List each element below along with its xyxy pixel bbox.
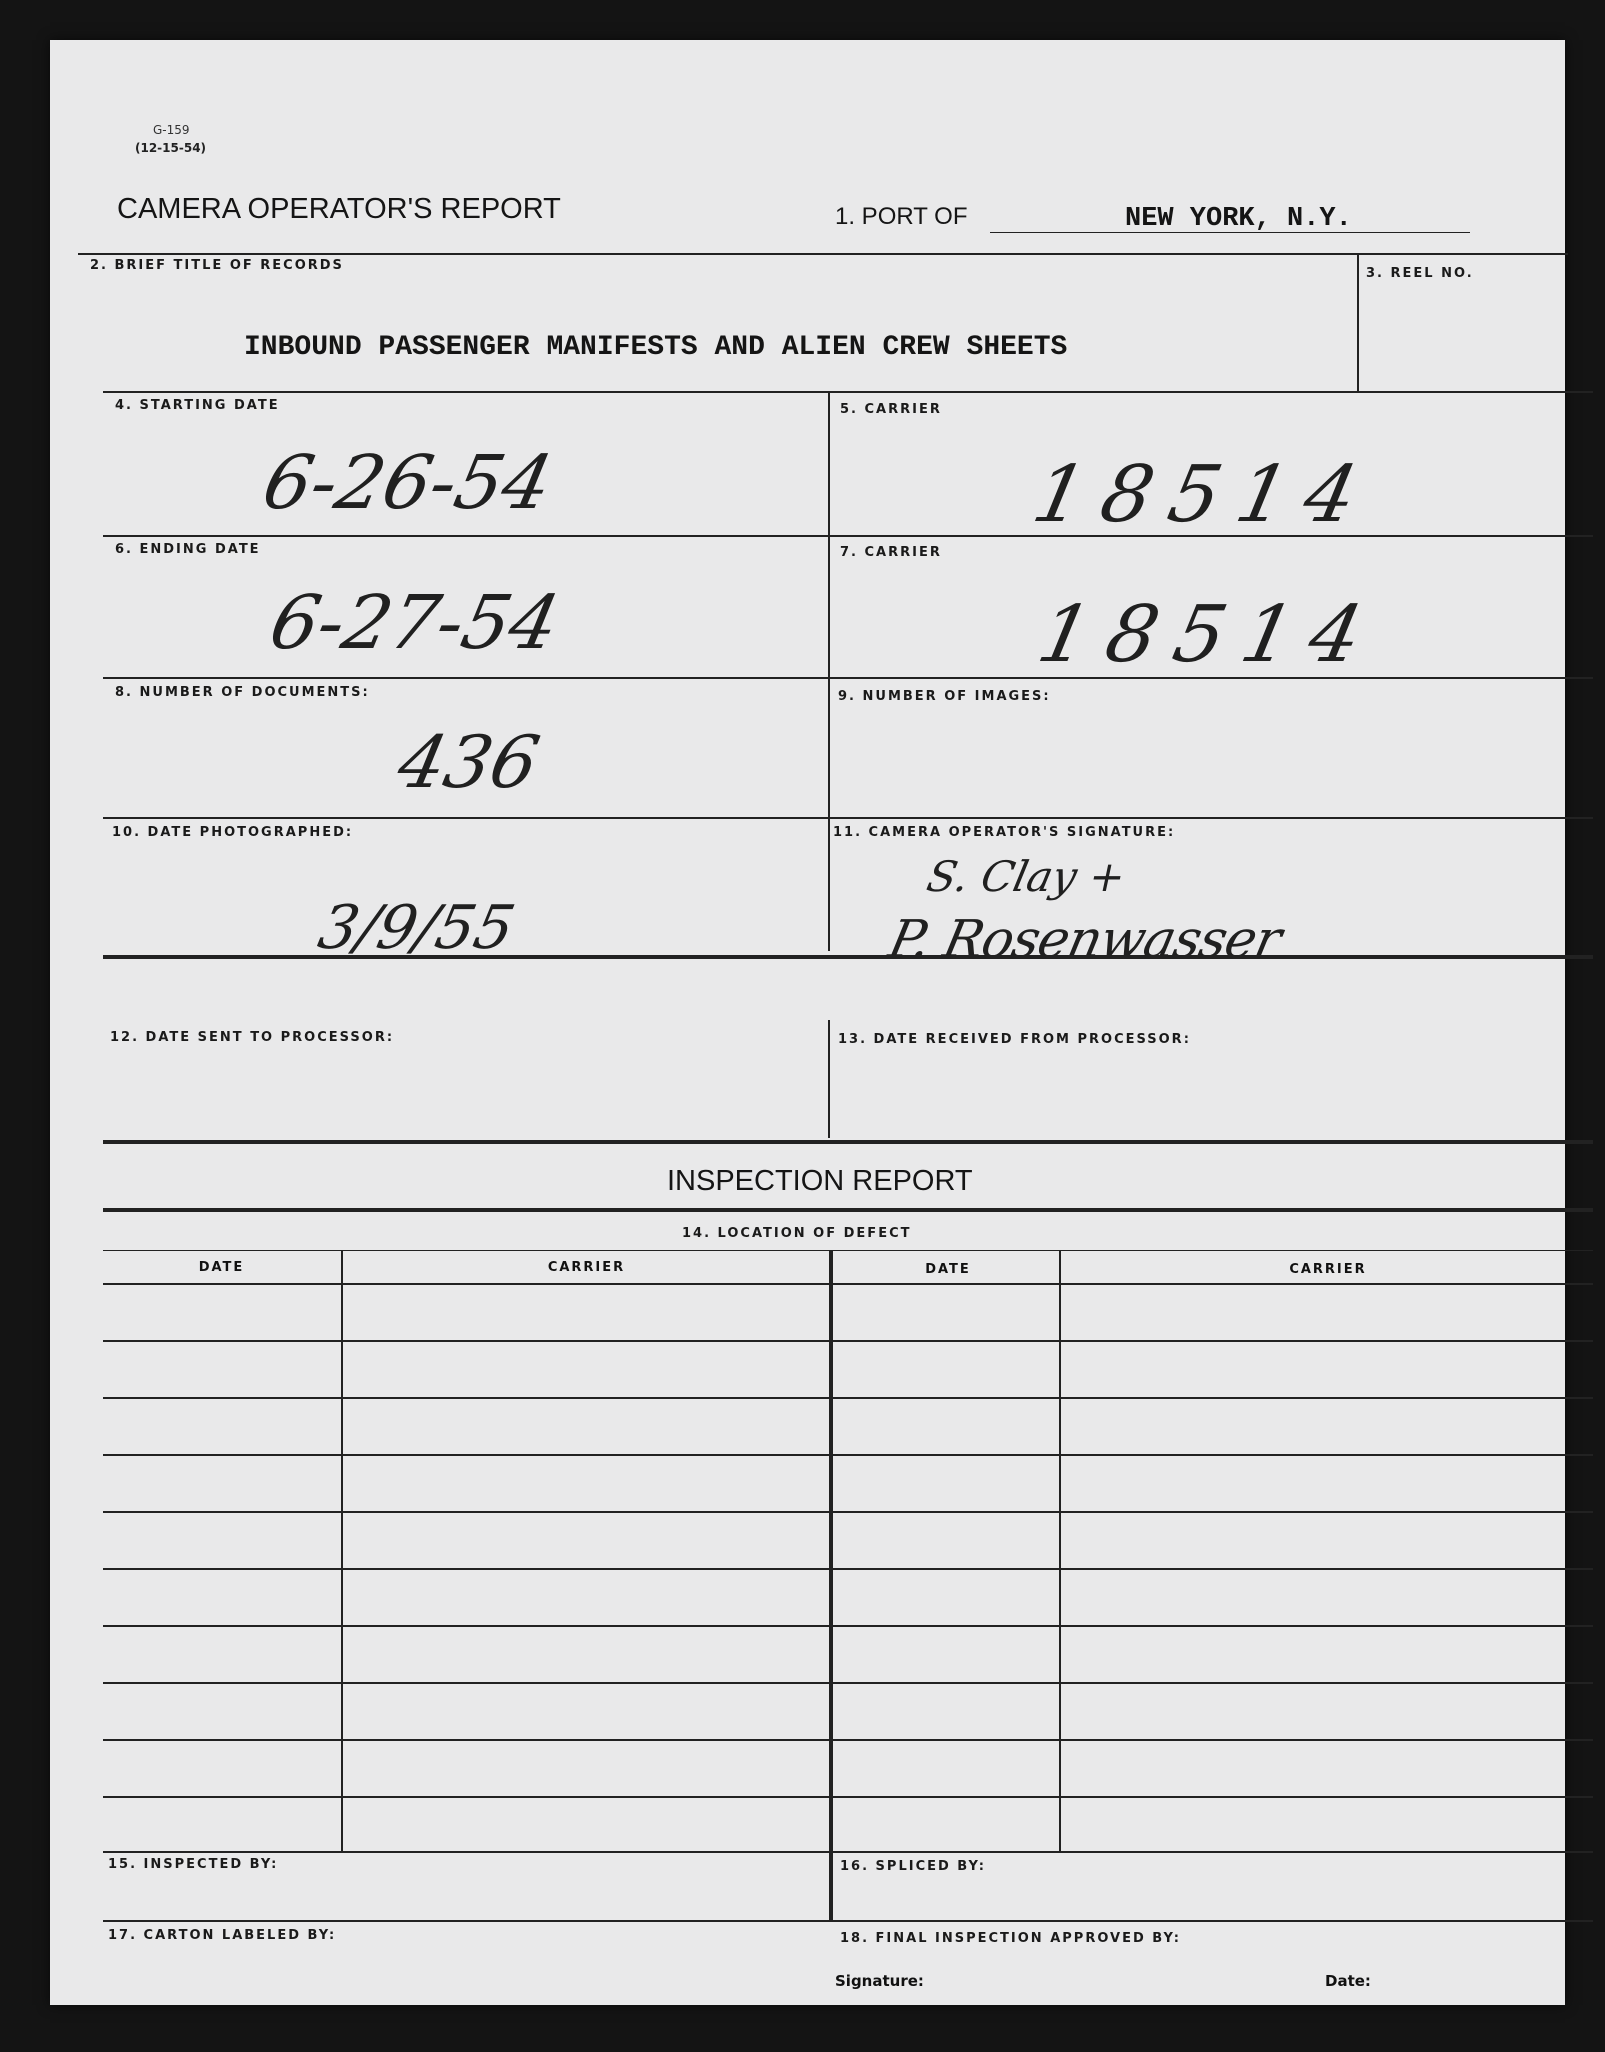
table-row — [103, 1511, 1593, 1513]
carrier-5-label: 5. CARRIER — [840, 402, 942, 417]
port-value: NEW YORK, N.Y. — [1125, 204, 1352, 234]
table-row — [103, 1682, 1593, 1684]
table-row — [103, 1283, 1593, 1285]
carton-labeled-label: 17. CARTON LABELED BY: — [108, 1928, 337, 1943]
defect-divider — [103, 1250, 1593, 1251]
date-photographed-label: 10. DATE PHOTOGRAPHED: — [112, 825, 354, 840]
column-header-carrier-2: CARRIER — [1289, 1262, 1367, 1277]
table-row — [103, 1625, 1593, 1627]
defect-location-label: 14. LOCATION OF DEFECT — [682, 1226, 912, 1241]
date-photographed-value: 3/9/55 — [312, 893, 521, 963]
signature-label: 11. CAMERA OPERATOR'S SIGNATURE: — [833, 825, 1176, 840]
starting-date-value: 6-26-54 — [255, 440, 560, 526]
table-column-divider — [1059, 1250, 1061, 1851]
starting-date-label: 4. STARTING DATE — [115, 398, 280, 413]
inspected-by-label: 15. INSPECTED BY: — [108, 1857, 279, 1872]
table-center-divider — [829, 1250, 833, 1920]
column-header-date-1: DATE — [198, 1260, 245, 1275]
table-row — [103, 1340, 1593, 1342]
table-row — [103, 1739, 1593, 1741]
signature-line-1: S. Clay + — [922, 852, 1131, 901]
port-label: 1. PORT OF — [835, 203, 968, 230]
signature-line-2: P. Rosenwasser — [883, 910, 1286, 970]
reel-label: 3. REEL NO. — [1366, 266, 1474, 281]
table-row — [103, 1796, 1593, 1798]
inspection-heading: INSPECTION REPORT — [667, 1165, 973, 1197]
date-sent-label: 12. DATE SENT TO PROCESSOR: — [110, 1030, 395, 1045]
reel-divider — [1357, 253, 1359, 391]
table-row — [103, 1568, 1593, 1570]
form-page — [50, 40, 1565, 2005]
brief-title-label: 2. BRIEF TITLE OF RECORDS — [90, 258, 344, 273]
ending-date-value: 6-27-54 — [262, 580, 567, 666]
table-column-divider — [341, 1250, 343, 1851]
num-documents-value: 436 — [391, 720, 547, 804]
section-divider — [103, 391, 1593, 393]
carrier-5-value: 18514 — [1025, 450, 1383, 540]
num-documents-label: 8. NUMBER OF DOCUMENTS: — [115, 685, 370, 700]
inspection-divider — [103, 1208, 1593, 1212]
date-received-label: 13. DATE RECEIVED FROM PROCESSOR: — [838, 1032, 1191, 1047]
final-signature-label: Signature: — [835, 1972, 924, 1990]
num-images-label: 9. NUMBER OF IMAGES: — [838, 689, 1051, 704]
brief-title-value: INBOUND PASSENGER MANIFESTS AND ALIEN CREW SHEETS — [244, 332, 1068, 363]
form-number: G-159 — [153, 123, 190, 137]
center-divider — [828, 391, 830, 951]
ending-date-label: 6. ENDING DATE — [115, 542, 261, 557]
final-date-label: Date: — [1325, 1972, 1371, 1990]
section-divider — [103, 817, 1593, 819]
spliced-by-label: 16. SPLICED BY: — [840, 1859, 986, 1874]
section-divider — [103, 535, 1593, 537]
section-divider — [103, 955, 1593, 959]
form-revision-date: (12-15-54) — [135, 141, 207, 155]
inspection-top-border — [103, 1140, 1593, 1144]
section-divider — [78, 253, 1568, 255]
column-header-carrier-1: CARRIER — [547, 1260, 626, 1275]
center-divider-2 — [828, 1020, 830, 1138]
section-divider — [103, 1920, 1593, 1922]
table-row — [103, 1454, 1593, 1456]
table-bottom — [103, 1851, 1593, 1853]
carrier-7-value: 18514 — [1030, 590, 1388, 680]
form-title: CAMERA OPERATOR'S REPORT — [117, 193, 561, 225]
section-divider — [103, 677, 1593, 679]
carrier-7-label: 7. CARRIER — [840, 545, 942, 560]
column-header-date-2: DATE — [925, 1262, 971, 1277]
final-inspection-label: 18. FINAL INSPECTION APPROVED BY: — [840, 1931, 1181, 1946]
table-row — [103, 1397, 1593, 1399]
